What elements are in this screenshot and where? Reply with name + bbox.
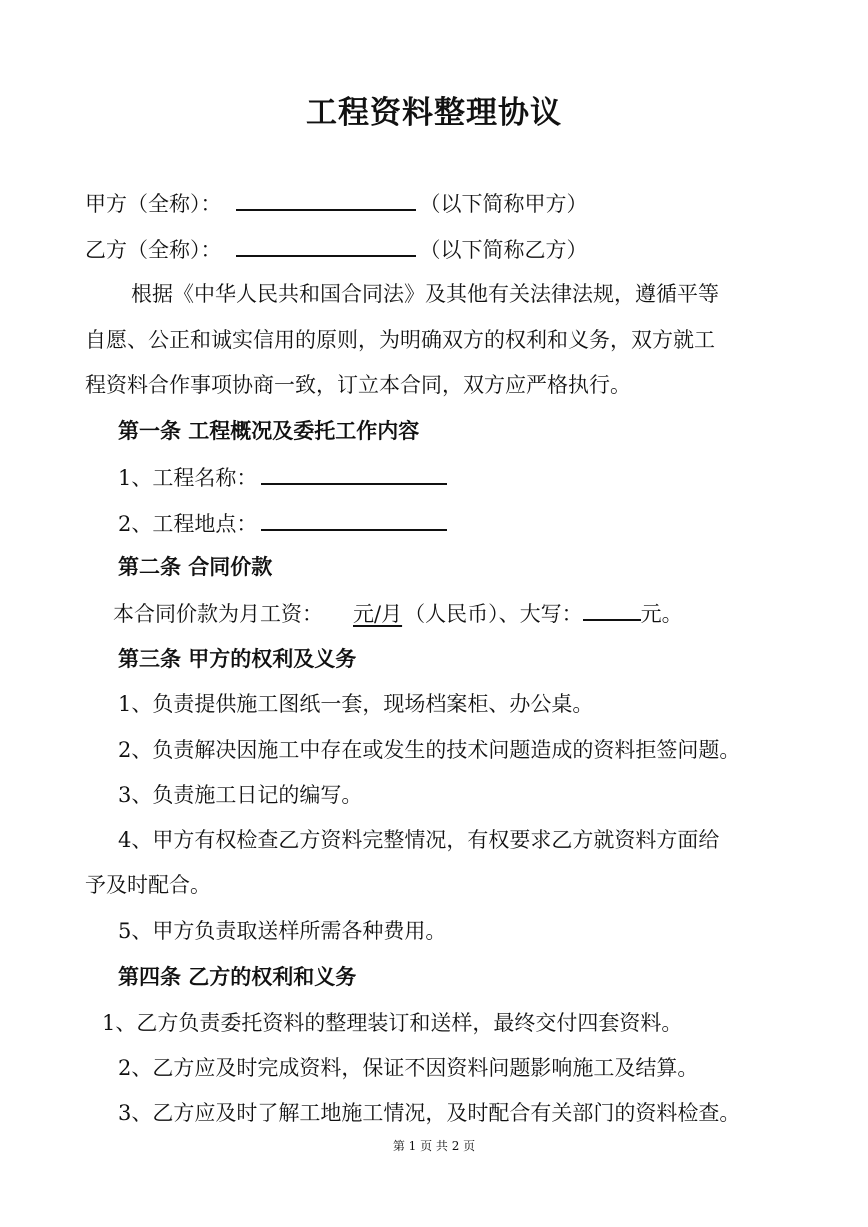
article-3-item-4-cont: 予及时配合。 — [85, 873, 211, 897]
article-1-item-2 — [118, 507, 447, 539]
preamble-line-1: 根据《中华人民共和国合同法》及其他有关法律法规，遵循平等 — [131, 282, 719, 306]
price-unit: 元/月 — [353, 602, 403, 626]
article-4-item-3: 3、乙方应及时了解工地施工情况，及时配合有关部门的资料检查。 — [118, 1101, 741, 1125]
project-name-label: 1、工程名称： — [118, 466, 258, 490]
project-name-blank — [261, 461, 447, 485]
party-a-suffix: （以下简称甲方） — [419, 192, 588, 216]
party-b-label: 乙方（全称）： — [85, 238, 222, 262]
article-3-item-2: 2、负责解决因施工中存在或发生的技术问题造成的资料拒签问题。 — [118, 738, 741, 762]
article-3-item-5: 5、甲方负责取送样所需各种费用。 — [118, 919, 447, 943]
preamble-line-3: 程资料合作事项协商一致，订立本合同，双方应严格执行。 — [85, 373, 631, 397]
party-b-line — [85, 233, 588, 265]
party-b-blank — [236, 233, 416, 257]
party-a-blank — [236, 187, 416, 211]
party-b-suffix: （以下简称乙方） — [419, 238, 588, 262]
article-4-item-1: 1、乙方负责委托资料的整理装订和送样，最终交付四套资料。 — [102, 1011, 683, 1035]
party-a-line — [85, 187, 588, 219]
article-3-item-4: 4、甲方有权检查乙方资料完整情况，有权要求乙方就资料方面给 — [118, 828, 720, 852]
article-3-item-3: 3、负责施工日记的编写。 — [118, 783, 363, 807]
price-end: 元。 — [640, 602, 683, 626]
price-words-blank — [583, 597, 641, 621]
project-location-blank — [261, 507, 447, 531]
price-prefix: 本合同价款为月工资： — [113, 602, 323, 626]
article-4-heading: 第四条 乙方的权利和义务 — [118, 964, 357, 989]
project-location-label: 2、工程地点： — [118, 512, 258, 536]
article-2-heading: 第二条 合同价款 — [118, 554, 273, 579]
article-3-heading: 第三条 甲方的权利及义务 — [118, 646, 357, 671]
preamble-line-2: 自愿、公正和诚实信用的原则，为明确双方的权利和义务，双方就工 — [85, 328, 715, 352]
article-3-item-1: 1、负责提供施工图纸一套，现场档案柜、办公桌。 — [118, 692, 594, 716]
article-2-price — [113, 597, 683, 629]
price-mid: （人民币）、大写： — [404, 602, 583, 626]
page-footer: 第 1 页 共 2 页 — [392, 1139, 476, 1153]
article-4-item-2: 2、乙方应及时完成资料，保证不因资料问题影响施工及结算。 — [118, 1056, 699, 1080]
document-title: 工程资料整理协议 — [306, 95, 562, 131]
article-1-heading: 第一条 工程概况及委托工作内容 — [118, 418, 420, 443]
party-a-label: 甲方（全称）： — [85, 192, 222, 216]
article-1-item-1 — [118, 461, 447, 493]
